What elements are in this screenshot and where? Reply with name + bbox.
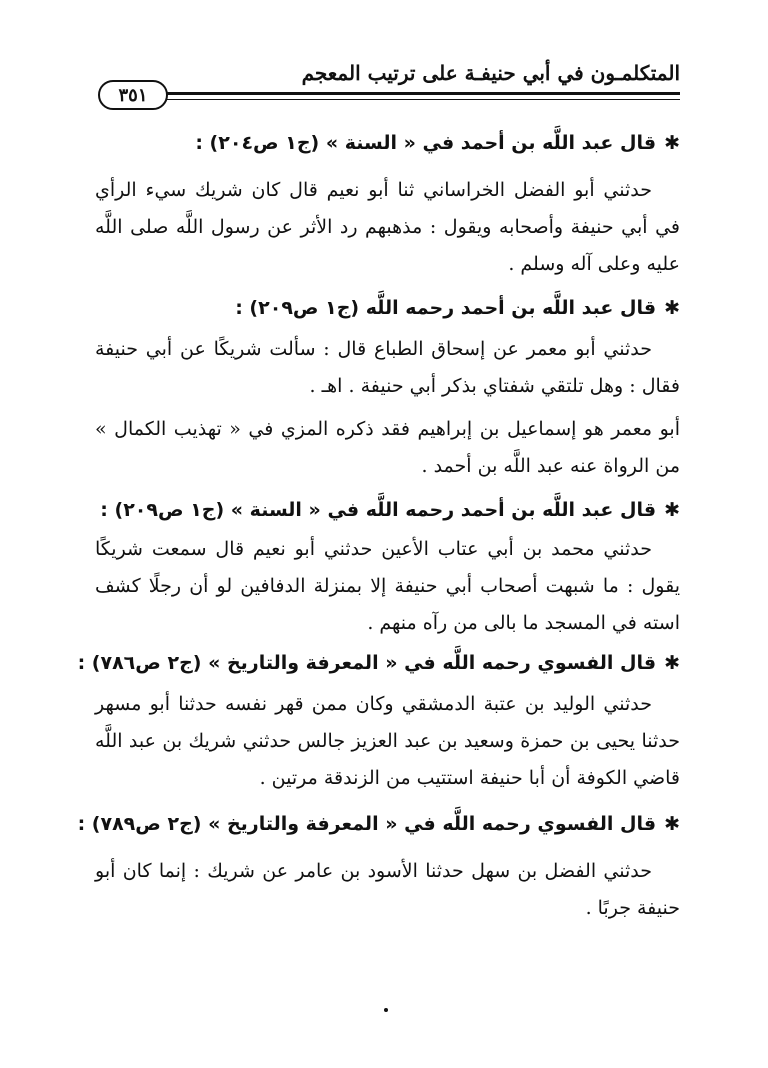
section-heading: ✱قال عبد اللَّه بن أحمد في « السنة » (ج١ ص٢٠٤) : <box>95 128 680 158</box>
asterisk-icon: ✱ <box>664 813 680 835</box>
section-3 <box>95 495 680 642</box>
asterisk-icon: ✱ <box>664 652 680 674</box>
asterisk-icon: ✱ <box>664 499 680 521</box>
section-2 <box>95 293 680 485</box>
header-rule-thin <box>160 99 680 100</box>
page-number: ٣٥١ <box>98 80 168 110</box>
section-5 <box>77 809 680 927</box>
section-heading: ✱قال عبد اللَّه بن أحمد رحمه اللَّه في « السنة » (ج١ ص٢٠٩) : <box>95 495 680 525</box>
footer-dot <box>384 1008 388 1012</box>
section-heading: ✱قال الفسوي رحمه اللَّه في « المعرفة والتاريخ » (ج٢ ص٧٨٦) : <box>95 648 680 678</box>
paragraph: أبو معمر هو إسماعيل بن إبراهيم فقد ذكره المزي في « تهذيب الكمال » من الرواة عنه عبد اللَّه بن أحمد . <box>95 418 680 477</box>
section-heading: ✱قال الفسوي رحمه اللَّه في « المعرفة والتاريخ » (ج٢ ص٧٨٩) : <box>95 809 680 839</box>
section-heading: ✱قال عبد اللَّه بن أحمد رحمه اللَّه (ج١ ص٢٠٩) : <box>95 293 680 323</box>
paragraph: حدثني الوليد بن عتبة الدمشقي وكان ممن قهر نفسه حدثنا أبو مسهر حدثنا يحيى بن حمزة وسعيد بن عبد العزيز جالس حدثني شريك بن عبد اللَّه قاضي الكوفة أن أبا حنيفة استتيب من الزندقة مرتين . <box>95 693 680 789</box>
asterisk-icon: ✱ <box>664 297 680 319</box>
header-rule <box>160 92 680 95</box>
paragraph: حدثني أبو معمر عن إسحاق الطباع قال : سألت شريكًا عن أبي حنيفة فقال : وهل تلتقي شفتاي بذكر أبي حنيفة . اهـ . <box>95 338 680 397</box>
section-1 <box>95 128 680 283</box>
asterisk-icon: ✱ <box>664 132 680 154</box>
paragraph: حدثني الفضل بن سهل حدثنا الأسود بن عامر عن شريك : إنما كان أبو حنيفة جربًا . <box>95 860 680 919</box>
running-header <box>95 58 680 110</box>
header-title: المتكلمـون في أبي حنيفـة على ترتيب المعجم <box>301 61 680 85</box>
paragraph: حدثني محمد بن أبي عتاب الأعين حدثني أبو نعيم قال سمعت شريكًا يقول : ما شبهت أصحاب أبي حنيفة إلا بمنزلة الدفافين لو أن رجلًا كشف استه في المسجد ما بالى من رآه منهم . <box>95 538 680 634</box>
section-4 <box>77 648 680 797</box>
paragraph: حدثني أبو الفضل الخراساني ثنا أبو نعيم قال كان شريك سيء الرأي في أبي حنيفة وأصحابه ويقول : مذهبهم رد الأثر عن رسول اللَّه صلى اللَّه عليه وعلى آله وسلم . <box>95 179 680 275</box>
page-body <box>77 118 680 927</box>
